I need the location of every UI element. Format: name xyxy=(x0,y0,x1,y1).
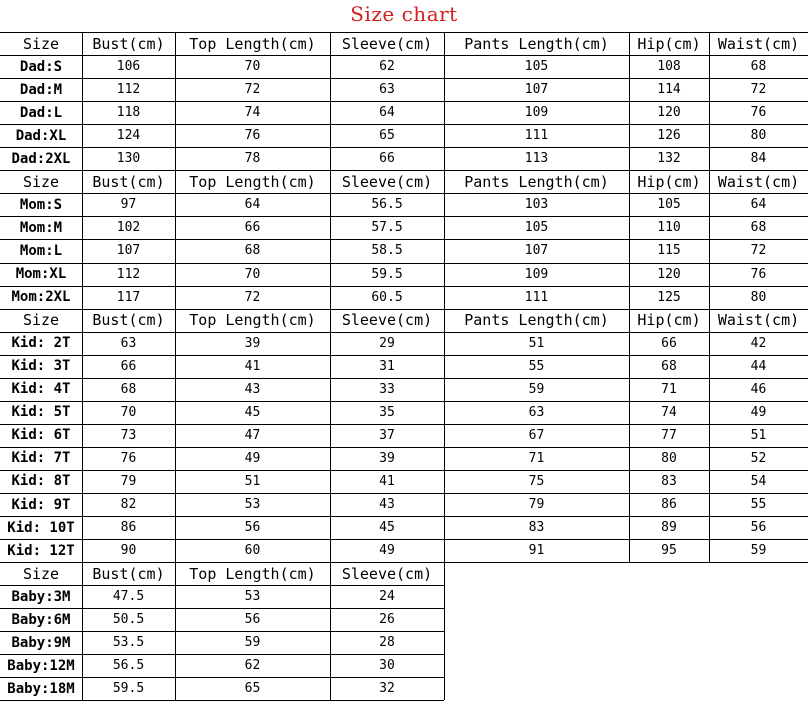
kid-size-label: Kid: 5T xyxy=(11,404,71,421)
mom-header-cell: Pants Length(cm) xyxy=(464,172,609,191)
kid-value-cell: 59 xyxy=(528,381,545,397)
baby-size-label: Baby:3M xyxy=(11,588,71,605)
mom-value-cell: 70 xyxy=(244,266,261,282)
kid-value-cell: 49 xyxy=(244,450,261,466)
kid-value-cell: 68 xyxy=(661,358,677,374)
kid-header-cell: Size xyxy=(22,311,60,330)
kid-value-cell: 51 xyxy=(244,473,261,489)
row-border xyxy=(444,562,808,563)
kid-value-cell: 35 xyxy=(379,404,395,420)
kid-value-cell: 79 xyxy=(528,497,545,513)
kid-value-cell: 63 xyxy=(120,335,137,351)
kid-value-cell: 82 xyxy=(120,497,137,513)
mom-value-cell: 105 xyxy=(524,220,549,236)
baby-value-cell: 65 xyxy=(244,681,261,697)
dad-value-cell: 65 xyxy=(379,128,395,144)
mom-value-cell: 76 xyxy=(750,266,767,282)
kid-value-cell: 43 xyxy=(379,497,395,513)
kid-value-cell: 77 xyxy=(661,427,677,443)
mom-value-cell: 107 xyxy=(116,243,141,259)
kid-value-cell: 86 xyxy=(120,520,137,536)
baby-value-cell: 30 xyxy=(379,658,395,674)
mom-value-cell: 102 xyxy=(116,220,141,236)
baby-value-cell: 59.5 xyxy=(112,681,145,697)
kid-value-cell: 47 xyxy=(244,427,261,443)
kid-value-cell: 39 xyxy=(379,450,395,466)
baby-size-label: Baby:12M xyxy=(7,657,75,674)
kid-value-cell: 80 xyxy=(661,450,677,466)
kid-value-cell: 83 xyxy=(661,473,677,489)
dad-header-cell: Bust(cm) xyxy=(92,34,165,53)
mom-value-cell: 103 xyxy=(524,197,549,213)
kid-size-label: Kid: 7T xyxy=(11,450,71,467)
kid-value-cell: 33 xyxy=(379,381,395,397)
kid-header-cell: Pants Length(cm) xyxy=(464,311,609,330)
kid-header-cell: Hip(cm) xyxy=(637,311,701,330)
kid-value-cell: 89 xyxy=(661,520,677,536)
kid-size-label: Kid: 9T xyxy=(11,496,71,513)
dad-value-cell: 114 xyxy=(657,82,681,98)
kid-value-cell: 29 xyxy=(379,335,395,351)
column-border xyxy=(444,32,445,700)
baby-value-cell: 56.5 xyxy=(112,658,145,674)
dad-value-cell: 78 xyxy=(244,151,261,167)
mom-value-cell: 97 xyxy=(120,197,137,213)
kid-value-cell: 66 xyxy=(661,335,677,351)
baby-value-cell: 56 xyxy=(244,612,261,628)
kid-size-label: Kid: 8T xyxy=(11,473,71,490)
dad-size-label: Dad:S xyxy=(19,58,63,75)
baby-value-cell: 32 xyxy=(379,681,395,697)
mom-header-cell: Sleeve(cm) xyxy=(341,172,433,191)
kid-size-label: Kid: 3T xyxy=(11,358,71,375)
baby-size-label: Baby:18M xyxy=(7,680,75,697)
column-border xyxy=(709,32,710,562)
mom-value-cell: 107 xyxy=(524,243,549,259)
column-border xyxy=(82,32,83,700)
kid-size-label: Kid: 2T xyxy=(11,335,71,352)
kid-value-cell: 91 xyxy=(528,543,545,559)
mom-value-cell: 68 xyxy=(244,243,261,259)
mom-value-cell: 57.5 xyxy=(371,220,403,236)
dad-value-cell: 74 xyxy=(244,105,261,121)
mom-value-cell: 64 xyxy=(244,197,261,213)
mom-size-label: Mom:S xyxy=(19,196,63,213)
dad-value-cell: 64 xyxy=(379,105,395,121)
mom-value-cell: 59.5 xyxy=(371,266,403,282)
dad-value-cell: 109 xyxy=(524,105,549,121)
kid-value-cell: 31 xyxy=(379,358,395,374)
kid-value-cell: 51 xyxy=(528,335,545,351)
mom-value-cell: 115 xyxy=(657,243,681,259)
kid-value-cell: 43 xyxy=(244,381,261,397)
kid-value-cell: 46 xyxy=(750,381,767,397)
kid-value-cell: 71 xyxy=(661,381,677,397)
mom-value-cell: 60.5 xyxy=(371,289,403,305)
kid-value-cell: 83 xyxy=(528,520,545,536)
mom-value-cell: 120 xyxy=(657,266,681,282)
kid-value-cell: 45 xyxy=(244,404,261,420)
dad-value-cell: 72 xyxy=(750,82,767,98)
dad-value-cell: 126 xyxy=(657,128,681,144)
kid-value-cell: 75 xyxy=(528,473,545,489)
baby-value-cell: 24 xyxy=(379,589,395,605)
dad-header-cell: Sleeve(cm) xyxy=(341,34,433,53)
column-border xyxy=(629,32,630,562)
dad-size-label: Dad:L xyxy=(19,104,63,121)
mom-value-cell: 105 xyxy=(657,197,681,213)
mom-value-cell: 112 xyxy=(116,266,141,282)
kid-value-cell: 60 xyxy=(244,543,261,559)
dad-value-cell: 132 xyxy=(657,151,681,167)
kid-value-cell: 49 xyxy=(379,543,395,559)
baby-header-cell: Size xyxy=(22,564,60,583)
mom-value-cell: 72 xyxy=(750,243,767,259)
dad-value-cell: 113 xyxy=(524,151,549,167)
kid-value-cell: 44 xyxy=(750,358,767,374)
baby-size-label: Baby:6M xyxy=(11,611,71,628)
mom-header-cell: Top Length(cm) xyxy=(189,172,316,191)
kid-value-cell: 79 xyxy=(120,473,137,489)
kid-value-cell: 67 xyxy=(528,427,545,443)
baby-value-cell: 53.5 xyxy=(112,635,145,651)
kid-value-cell: 49 xyxy=(750,404,767,420)
kid-value-cell: 39 xyxy=(244,335,261,351)
kid-value-cell: 37 xyxy=(379,427,395,443)
kid-value-cell: 42 xyxy=(750,335,767,351)
dad-value-cell: 63 xyxy=(379,82,395,98)
mom-header-cell: Hip(cm) xyxy=(637,172,701,191)
dad-value-cell: 80 xyxy=(750,128,767,144)
kid-header-cell: Sleeve(cm) xyxy=(341,311,433,330)
dad-value-cell: 105 xyxy=(524,59,549,75)
dad-value-cell: 76 xyxy=(244,128,261,144)
baby-header-cell: Sleeve(cm) xyxy=(341,564,433,583)
dad-value-cell: 118 xyxy=(116,105,141,121)
mom-value-cell: 111 xyxy=(524,289,549,305)
kid-size-label: Kid: 4T xyxy=(11,381,71,398)
dad-value-cell: 62 xyxy=(379,59,395,75)
baby-size-label: Baby:9M xyxy=(11,634,71,651)
mom-value-cell: 66 xyxy=(244,220,261,236)
mom-value-cell: 58.5 xyxy=(371,243,403,259)
baby-header-cell: Top Length(cm) xyxy=(189,564,316,583)
dad-value-cell: 76 xyxy=(750,105,767,121)
baby-header-cell: Bust(cm) xyxy=(92,564,165,583)
kid-value-cell: 56 xyxy=(244,520,261,536)
baby-value-cell: 28 xyxy=(379,635,395,651)
dad-value-cell: 120 xyxy=(657,105,681,121)
mom-size-label: Mom:2XL xyxy=(11,289,71,306)
mom-header-cell: Size xyxy=(22,172,60,191)
dad-value-cell: 84 xyxy=(750,151,767,167)
kid-value-cell: 59 xyxy=(750,543,767,559)
mom-header-cell: Waist(cm) xyxy=(717,172,800,191)
kid-value-cell: 90 xyxy=(120,543,137,559)
dad-value-cell: 124 xyxy=(116,128,141,144)
mom-size-label: Mom:L xyxy=(19,242,63,259)
dad-value-cell: 72 xyxy=(244,82,261,98)
mom-size-label: Mom:M xyxy=(19,219,63,236)
column-border xyxy=(175,32,176,700)
dad-header-cell: Pants Length(cm) xyxy=(464,34,609,53)
baby-value-cell: 50.5 xyxy=(112,612,145,628)
dad-value-cell: 68 xyxy=(750,59,767,75)
kid-value-cell: 86 xyxy=(661,497,677,513)
baby-value-cell: 47.5 xyxy=(112,589,145,605)
kid-value-cell: 54 xyxy=(750,473,767,489)
kid-value-cell: 74 xyxy=(661,404,677,420)
mom-value-cell: 110 xyxy=(657,220,681,236)
kid-value-cell: 63 xyxy=(528,404,545,420)
mom-value-cell: 56.5 xyxy=(371,197,403,213)
kid-value-cell: 76 xyxy=(120,450,137,466)
kid-size-label: Kid: 10T xyxy=(7,519,75,536)
baby-value-cell: 53 xyxy=(244,589,261,605)
baby-value-cell: 59 xyxy=(244,635,261,651)
dad-header-cell: Top Length(cm) xyxy=(189,34,316,53)
mom-value-cell: 109 xyxy=(524,266,549,282)
kid-size-label: Kid: 6T xyxy=(11,427,71,444)
dad-value-cell: 111 xyxy=(524,128,549,144)
kid-value-cell: 55 xyxy=(750,497,767,513)
dad-header-cell: Waist(cm) xyxy=(717,34,800,53)
mom-value-cell: 117 xyxy=(116,289,141,305)
kid-value-cell: 56 xyxy=(750,520,767,536)
kid-value-cell: 41 xyxy=(244,358,261,374)
kid-value-cell: 52 xyxy=(750,450,767,466)
kid-value-cell: 66 xyxy=(120,358,137,374)
mom-size-label: Mom:XL xyxy=(15,266,67,283)
mom-value-cell: 125 xyxy=(657,289,681,305)
dad-value-cell: 70 xyxy=(244,59,261,75)
dad-value-cell: 112 xyxy=(116,82,141,98)
kid-header-cell: Waist(cm) xyxy=(717,311,800,330)
kid-header-cell: Bust(cm) xyxy=(92,311,165,330)
row-border xyxy=(0,700,444,701)
mom-value-cell: 80 xyxy=(750,289,767,305)
kid-value-cell: 53 xyxy=(244,497,261,513)
dad-value-cell: 107 xyxy=(524,82,549,98)
dad-size-label: Dad:2XL xyxy=(11,150,71,167)
chart-title: Size chart xyxy=(350,2,458,26)
dad-value-cell: 106 xyxy=(116,59,141,75)
kid-value-cell: 51 xyxy=(750,427,767,443)
dad-value-cell: 108 xyxy=(657,59,681,75)
dad-size-label: Dad:XL xyxy=(15,127,67,144)
kid-value-cell: 68 xyxy=(120,381,137,397)
kid-value-cell: 70 xyxy=(120,404,137,420)
dad-value-cell: 130 xyxy=(116,151,141,167)
kid-value-cell: 45 xyxy=(379,520,395,536)
kid-value-cell: 55 xyxy=(528,358,545,374)
mom-header-cell: Bust(cm) xyxy=(92,172,165,191)
dad-header-cell: Hip(cm) xyxy=(637,34,701,53)
dad-header-cell: Size xyxy=(22,34,60,53)
column-border xyxy=(330,32,331,700)
kid-header-cell: Top Length(cm) xyxy=(189,311,316,330)
baby-value-cell: 62 xyxy=(244,658,261,674)
mom-value-cell: 64 xyxy=(750,197,767,213)
kid-size-label: Kid: 12T xyxy=(7,542,75,559)
kid-value-cell: 73 xyxy=(120,427,137,443)
mom-value-cell: 68 xyxy=(750,220,767,236)
dad-size-label: Dad:M xyxy=(19,81,63,98)
baby-value-cell: 26 xyxy=(379,612,395,628)
kid-value-cell: 95 xyxy=(661,543,677,559)
kid-value-cell: 41 xyxy=(379,473,395,489)
dad-value-cell: 66 xyxy=(379,151,395,167)
kid-value-cell: 71 xyxy=(528,450,545,466)
mom-value-cell: 72 xyxy=(244,289,261,305)
